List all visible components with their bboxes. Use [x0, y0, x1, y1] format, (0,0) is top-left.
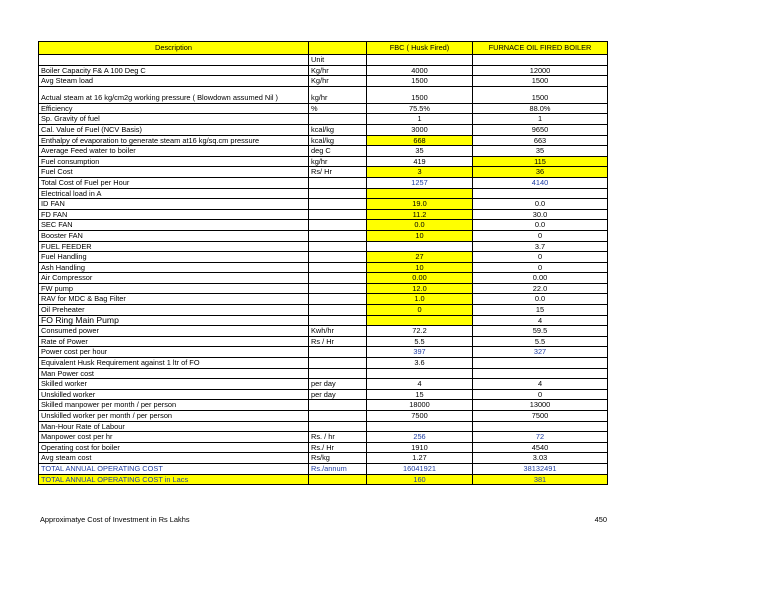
table-row: [39, 336, 608, 347]
row-value-fbc: 19.0: [367, 199, 473, 210]
row-unit: [309, 358, 367, 369]
table-row: [39, 400, 608, 411]
row-value-fbc: 419: [367, 156, 473, 167]
row-value-furnace-oil: 30.0: [473, 209, 608, 220]
row-unit: kcal/kg: [309, 135, 367, 146]
table-row: [39, 252, 608, 263]
row-value-furnace-oil: 9650: [473, 124, 608, 135]
row-value-furnace-oil: 38132491: [473, 463, 608, 474]
row-unit: Rs/ Hr: [309, 167, 367, 178]
table-row: [39, 199, 608, 210]
row-value-furnace-oil: 35: [473, 146, 608, 157]
row-value-furnace-oil: [473, 421, 608, 432]
table-row: [39, 411, 608, 422]
comparison-sheet: [38, 41, 607, 485]
row-value-fbc: 18000: [367, 400, 473, 411]
row-unit: Rs./annum: [309, 463, 367, 474]
table-row: [39, 177, 608, 188]
row-label: FD FAN: [39, 209, 309, 220]
table-row: [39, 442, 608, 453]
row-label: Avg Steam load: [39, 76, 309, 87]
table-row: [39, 188, 608, 199]
row-value-furnace-oil: [473, 188, 608, 199]
investment-line: [38, 514, 607, 526]
row-unit: [309, 421, 367, 432]
investment-value: 450: [594, 515, 607, 524]
row-label: Sp. Gravity of fuel: [39, 114, 309, 125]
row-label: Fuel consumption: [39, 156, 309, 167]
row-value-fbc: 1: [367, 114, 473, 125]
row-unit: [309, 262, 367, 273]
table-row: [39, 453, 608, 464]
row-value-furnace-oil: 22.0: [473, 283, 608, 294]
table-row: [39, 65, 608, 76]
row-label: Air Compressor: [39, 273, 309, 284]
row-label: Consumed power: [39, 326, 309, 337]
row-value-fbc: 668: [367, 135, 473, 146]
row-value-fbc: 15: [367, 389, 473, 400]
row-label: Unskilled worker per month / per person: [39, 411, 309, 422]
header-fbc: FBC ( Husk Fired): [367, 42, 473, 55]
row-value-furnace-oil: 0.00: [473, 273, 608, 284]
row-label: Unskilled worker: [39, 389, 309, 400]
row-value-fbc: 1.27: [367, 453, 473, 464]
row-label: Operating cost for boiler: [39, 442, 309, 453]
row-label: RAV for MDC & Bag Filter: [39, 294, 309, 305]
row-unit: Kwh/hr: [309, 326, 367, 337]
table-row: [39, 389, 608, 400]
row-unit: Rs./ Hr: [309, 442, 367, 453]
table-row: [39, 358, 608, 369]
row-unit: [309, 474, 367, 485]
unit-row-blank-fbc: [367, 55, 473, 66]
row-value-furnace-oil: 12000: [473, 65, 608, 76]
row-value-furnace-oil: 0.0: [473, 199, 608, 210]
row-value-fbc: 0.0: [367, 220, 473, 231]
header-unit-blank: [309, 42, 367, 55]
row-value-furnace-oil: 13000: [473, 400, 608, 411]
row-label: TOTAL ANNUAL OPERATING COST: [39, 463, 309, 474]
row-label: Skilled manpower per month / per person: [39, 400, 309, 411]
row-value-furnace-oil: 59.5: [473, 326, 608, 337]
table-row: [39, 114, 608, 125]
row-value-furnace-oil: 663: [473, 135, 608, 146]
row-unit: %: [309, 103, 367, 114]
row-value-fbc: 1910: [367, 442, 473, 453]
row-value-fbc: 1.0: [367, 294, 473, 305]
row-label: FUEL FEEDER: [39, 241, 309, 252]
row-value-furnace-oil: 0: [473, 262, 608, 273]
row-value-furnace-oil: 36: [473, 167, 608, 178]
investment-label: Approximatye Cost of Investment in Rs Lakhs: [40, 515, 190, 524]
row-value-furnace-oil: 15: [473, 305, 608, 316]
table-body: [39, 42, 608, 485]
row-value-fbc: 27: [367, 252, 473, 263]
row-unit: [309, 230, 367, 241]
header-furnace-oil: FURNACE OIL FIRED BOILER: [473, 42, 608, 55]
row-value-furnace-oil: 3.03: [473, 453, 608, 464]
table-row: [39, 103, 608, 114]
table-row: [39, 135, 608, 146]
row-unit: [309, 220, 367, 231]
row-value-furnace-oil: 4540: [473, 442, 608, 453]
row-unit: [309, 199, 367, 210]
row-label: Fuel Cost: [39, 167, 309, 178]
row-label: Equivalent Husk Requirement against 1 ltr of FO: [39, 358, 309, 369]
row-value-fbc: [367, 368, 473, 379]
row-label: FW pump: [39, 283, 309, 294]
unit-header: Unit: [309, 55, 367, 66]
row-value-fbc: 0.00: [367, 273, 473, 284]
table-row: [39, 273, 608, 284]
table-row: [39, 368, 608, 379]
row-value-furnace-oil: 0: [473, 389, 608, 400]
row-value-fbc: 4: [367, 379, 473, 390]
header-row: [39, 42, 608, 55]
row-value-fbc: 7500: [367, 411, 473, 422]
row-label: ID FAN: [39, 199, 309, 210]
unit-row: [39, 55, 608, 66]
table-row: [39, 156, 608, 167]
row-label: Actual steam at 16 kg/cm2g working pressure ( Blowdown assumed Nil ): [39, 86, 309, 103]
row-value-furnace-oil: 5.5: [473, 336, 608, 347]
row-unit: [309, 283, 367, 294]
row-unit: Kg/hr: [309, 76, 367, 87]
row-value-furnace-oil: 4140: [473, 177, 608, 188]
table-row: [39, 230, 608, 241]
row-value-fbc: 256: [367, 432, 473, 443]
table-row: [39, 76, 608, 87]
row-value-fbc: 3000: [367, 124, 473, 135]
row-value-furnace-oil: 4: [473, 379, 608, 390]
row-label: FO Ring Main Pump: [39, 315, 309, 326]
row-label: Boiler Capacity F& A 100 Deg C: [39, 65, 309, 76]
row-unit: Kg/hr: [309, 65, 367, 76]
row-value-fbc: 4000: [367, 65, 473, 76]
row-value-fbc: [367, 241, 473, 252]
row-value-furnace-oil: 88.0%: [473, 103, 608, 114]
table-row: [39, 305, 608, 316]
row-label: Total Cost of Fuel per Hour: [39, 177, 309, 188]
row-value-furnace-oil: 381: [473, 474, 608, 485]
row-label: Manpower cost per hr: [39, 432, 309, 443]
row-unit: [309, 368, 367, 379]
row-unit: kcal/kg: [309, 124, 367, 135]
table-row: [39, 86, 608, 103]
row-value-fbc: 1257: [367, 177, 473, 188]
header-description: Description: [39, 42, 309, 55]
row-value-furnace-oil: 0.0: [473, 294, 608, 305]
row-value-fbc: 16041921: [367, 463, 473, 474]
row-value-furnace-oil: 1500: [473, 76, 608, 87]
row-value-furnace-oil: 0: [473, 252, 608, 263]
row-value-fbc: 397: [367, 347, 473, 358]
row-label: Fuel Handling: [39, 252, 309, 263]
row-unit: [309, 177, 367, 188]
row-value-fbc: 1500: [367, 76, 473, 87]
table-row: [39, 262, 608, 273]
comparison-table: [38, 41, 608, 485]
row-value-fbc: 10: [367, 262, 473, 273]
row-value-fbc: 3: [367, 167, 473, 178]
row-value-fbc: [367, 315, 473, 326]
row-value-fbc: 35: [367, 146, 473, 157]
row-label: TOTAL ANNUAL OPERATING COST in Lacs: [39, 474, 309, 485]
row-value-fbc: [367, 421, 473, 432]
row-unit: [309, 411, 367, 422]
row-unit: per day: [309, 389, 367, 400]
row-unit: Rs / Hr: [309, 336, 367, 347]
row-value-fbc: 160: [367, 474, 473, 485]
row-unit: [309, 188, 367, 199]
row-label: Power cost per hour: [39, 347, 309, 358]
table-row: [39, 315, 608, 326]
row-value-fbc: 3.6: [367, 358, 473, 369]
row-unit: [309, 241, 367, 252]
row-value-fbc: [367, 188, 473, 199]
row-label: Avg steam cost: [39, 453, 309, 464]
table-row: [39, 421, 608, 432]
row-value-furnace-oil: [473, 358, 608, 369]
row-value-fbc: 10: [367, 230, 473, 241]
table-row: [39, 167, 608, 178]
unit-row-blank: [39, 55, 309, 66]
row-value-fbc: 0: [367, 305, 473, 316]
row-label: Man-Hour Rate of Labour: [39, 421, 309, 432]
table-row: [39, 241, 608, 252]
row-value-fbc: 72.2: [367, 326, 473, 337]
table-row: [39, 294, 608, 305]
row-unit: Rs. / hr: [309, 432, 367, 443]
row-unit: [309, 114, 367, 125]
row-label: Man Power cost: [39, 368, 309, 379]
row-label: Average Feed water to boiler: [39, 146, 309, 157]
row-unit: [309, 400, 367, 411]
table-row: [39, 347, 608, 358]
row-value-furnace-oil: 72: [473, 432, 608, 443]
row-label: Skilled worker: [39, 379, 309, 390]
row-value-furnace-oil: 327: [473, 347, 608, 358]
row-label: Oil Preheater: [39, 305, 309, 316]
row-value-furnace-oil: 1: [473, 114, 608, 125]
table-row: [39, 283, 608, 294]
row-unit: [309, 273, 367, 284]
row-label: Booster FAN: [39, 230, 309, 241]
row-label: Enthalpy of evaporation to generate steam at16 kg/sq.cm pressure: [39, 135, 309, 146]
row-value-furnace-oil: 0: [473, 230, 608, 241]
table-row: [39, 220, 608, 231]
row-value-furnace-oil: 7500: [473, 411, 608, 422]
row-label: Electrical load in A: [39, 188, 309, 199]
table-row: [39, 379, 608, 390]
row-value-furnace-oil: 3.7: [473, 241, 608, 252]
row-unit: [309, 315, 367, 326]
row-value-furnace-oil: [473, 368, 608, 379]
table-row: [39, 124, 608, 135]
table-row: [39, 463, 608, 474]
row-value-furnace-oil: 1500: [473, 86, 608, 103]
row-label: Rate of Power: [39, 336, 309, 347]
row-label: Ash Handling: [39, 262, 309, 273]
row-unit: kg/hr: [309, 86, 367, 103]
row-unit: [309, 209, 367, 220]
row-label: Cal. Value of Fuel (NCV Basis): [39, 124, 309, 135]
row-value-furnace-oil: 115: [473, 156, 608, 167]
row-unit: [309, 252, 367, 263]
row-unit: [309, 347, 367, 358]
table-row: [39, 326, 608, 337]
row-value-fbc: 75.5%: [367, 103, 473, 114]
row-unit: per day: [309, 379, 367, 390]
row-unit: Rs/kg: [309, 453, 367, 464]
row-value-furnace-oil: 0.0: [473, 220, 608, 231]
unit-row-blank-fo: [473, 55, 608, 66]
table-row: [39, 209, 608, 220]
row-value-furnace-oil: 4: [473, 315, 608, 326]
table-row: [39, 474, 608, 485]
row-unit: [309, 294, 367, 305]
row-unit: kg/hr: [309, 156, 367, 167]
row-unit: deg C: [309, 146, 367, 157]
row-value-fbc: 5.5: [367, 336, 473, 347]
row-label: Efficiency: [39, 103, 309, 114]
row-label: SEC FAN: [39, 220, 309, 231]
row-value-fbc: 11.2: [367, 209, 473, 220]
table-row: [39, 146, 608, 157]
row-value-fbc: 12.0: [367, 283, 473, 294]
row-value-fbc: 1500: [367, 86, 473, 103]
row-unit: [309, 305, 367, 316]
table-row: [39, 432, 608, 443]
